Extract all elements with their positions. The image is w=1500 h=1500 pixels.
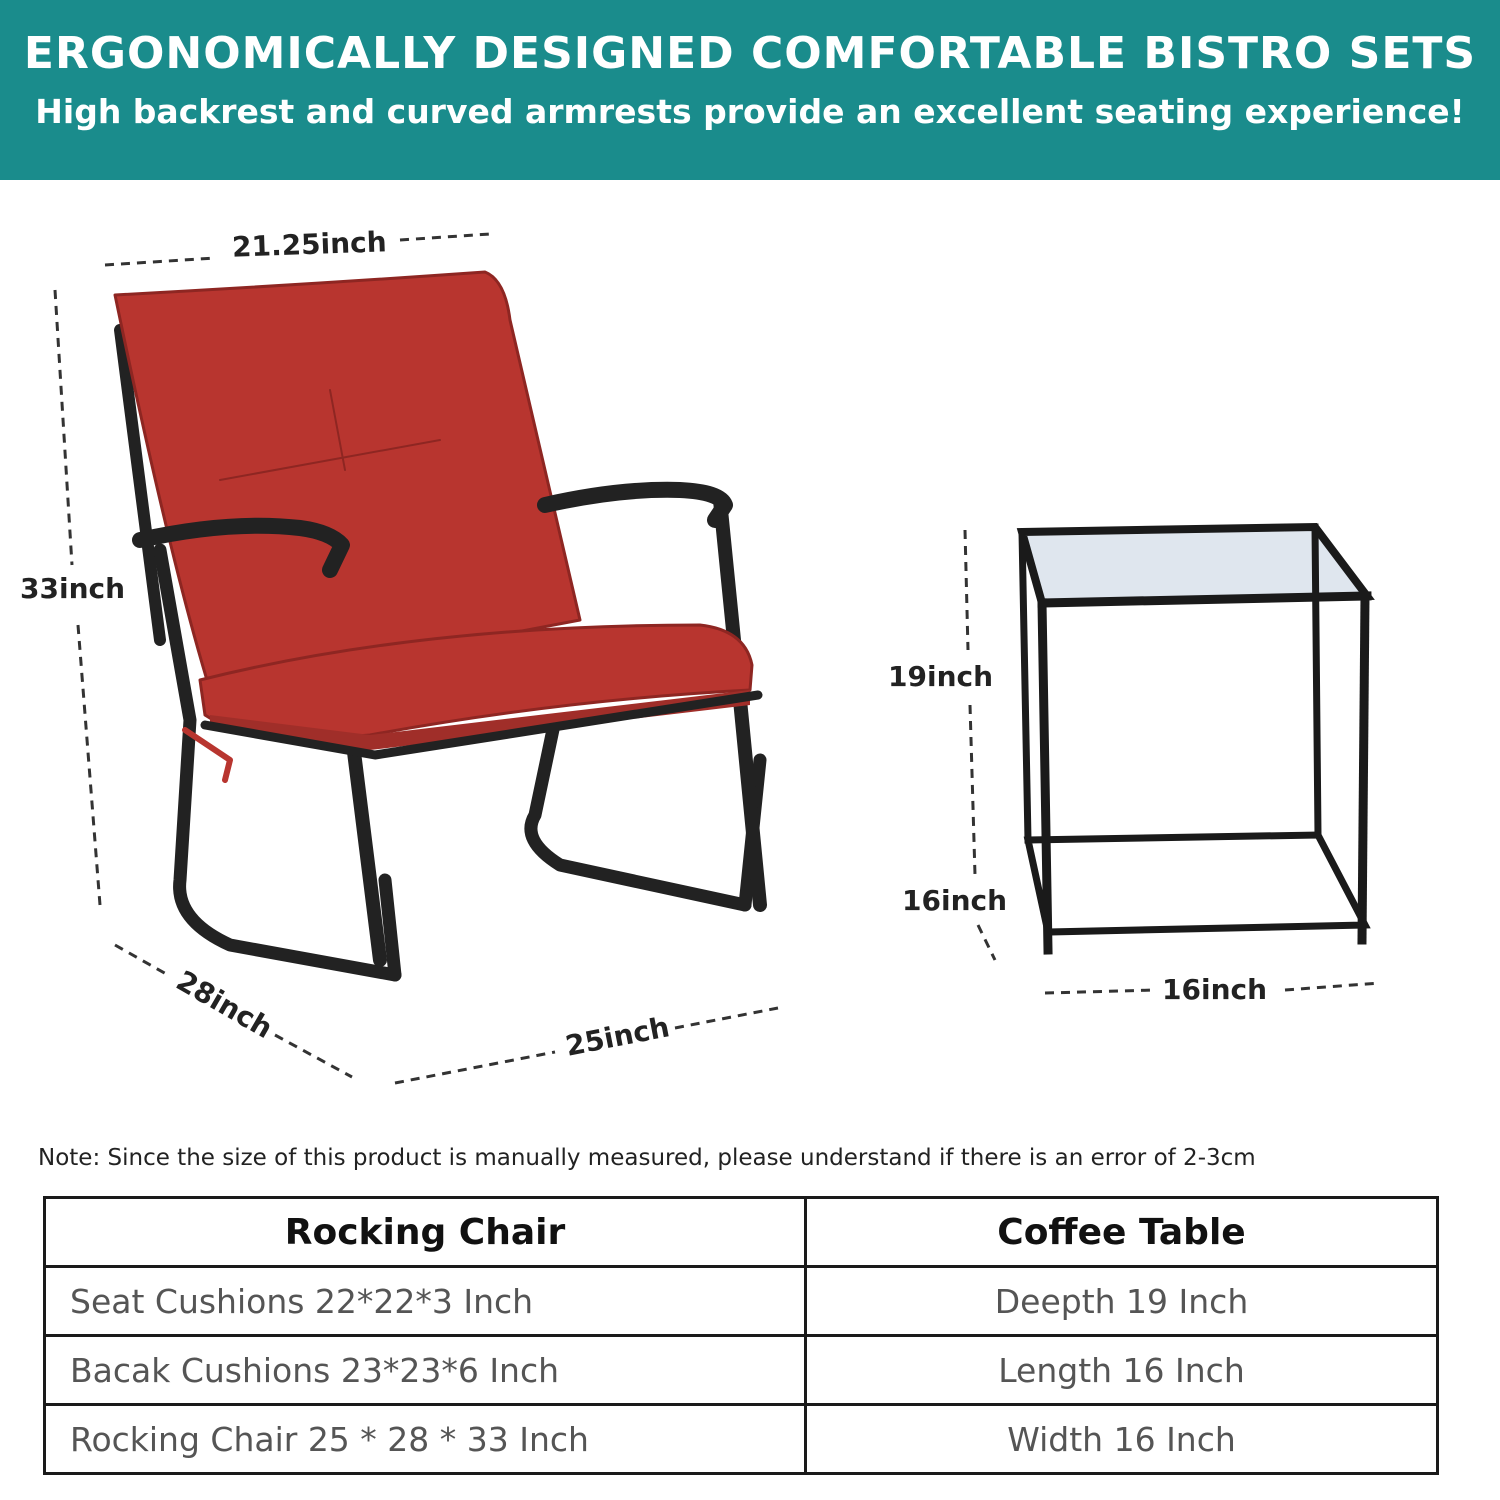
chair-height-label: 33inch	[20, 572, 126, 605]
table-cell: Seat Cushions 22*22*3 Inch	[45, 1267, 806, 1336]
header-coffee-table: Coffee Table	[806, 1198, 1438, 1267]
chair-width-label: 21.25inch	[231, 225, 388, 264]
coffee-table	[1022, 527, 1367, 950]
banner-subtitle: High backrest and curved armrests provide an excellent seating experience!	[35, 92, 1465, 131]
table-cell: Rocking Chair 25 * 28 * 33 Inch	[45, 1405, 806, 1474]
table-cell: Deepth 19 Inch	[806, 1267, 1438, 1336]
chair-depth-label: 28inch	[170, 963, 279, 1046]
table-row	[45, 1405, 1438, 1474]
table-header-row	[45, 1198, 1438, 1267]
header-banner	[0, 0, 1500, 180]
table-height-top-label: 19inch	[888, 660, 994, 693]
table-width-label: 16inch	[1162, 973, 1268, 1006]
measurement-note: Note: Since the size of this product is manually measured, please understand if there is an error of 2-3cm	[38, 1145, 1256, 1171]
table-cell: Length 16 Inch	[806, 1336, 1438, 1405]
table-height-bottom-label: 16inch	[902, 884, 1008, 917]
table-cell: Width 16 Inch	[806, 1405, 1438, 1474]
rocking-chair	[115, 272, 760, 975]
table-row	[45, 1336, 1438, 1405]
table-cell: Bacak Cushions 23*23*6 Inch	[45, 1336, 806, 1405]
header-rocking-chair: Rocking Chair	[45, 1198, 806, 1267]
spec-table	[43, 1196, 1439, 1475]
chair-length-label: 25inch	[562, 1010, 673, 1063]
table-row	[45, 1267, 1438, 1336]
banner-title: ERGONOMICALLY DESIGNED COMFORTABLE BISTRO SETS	[23, 28, 1477, 79]
